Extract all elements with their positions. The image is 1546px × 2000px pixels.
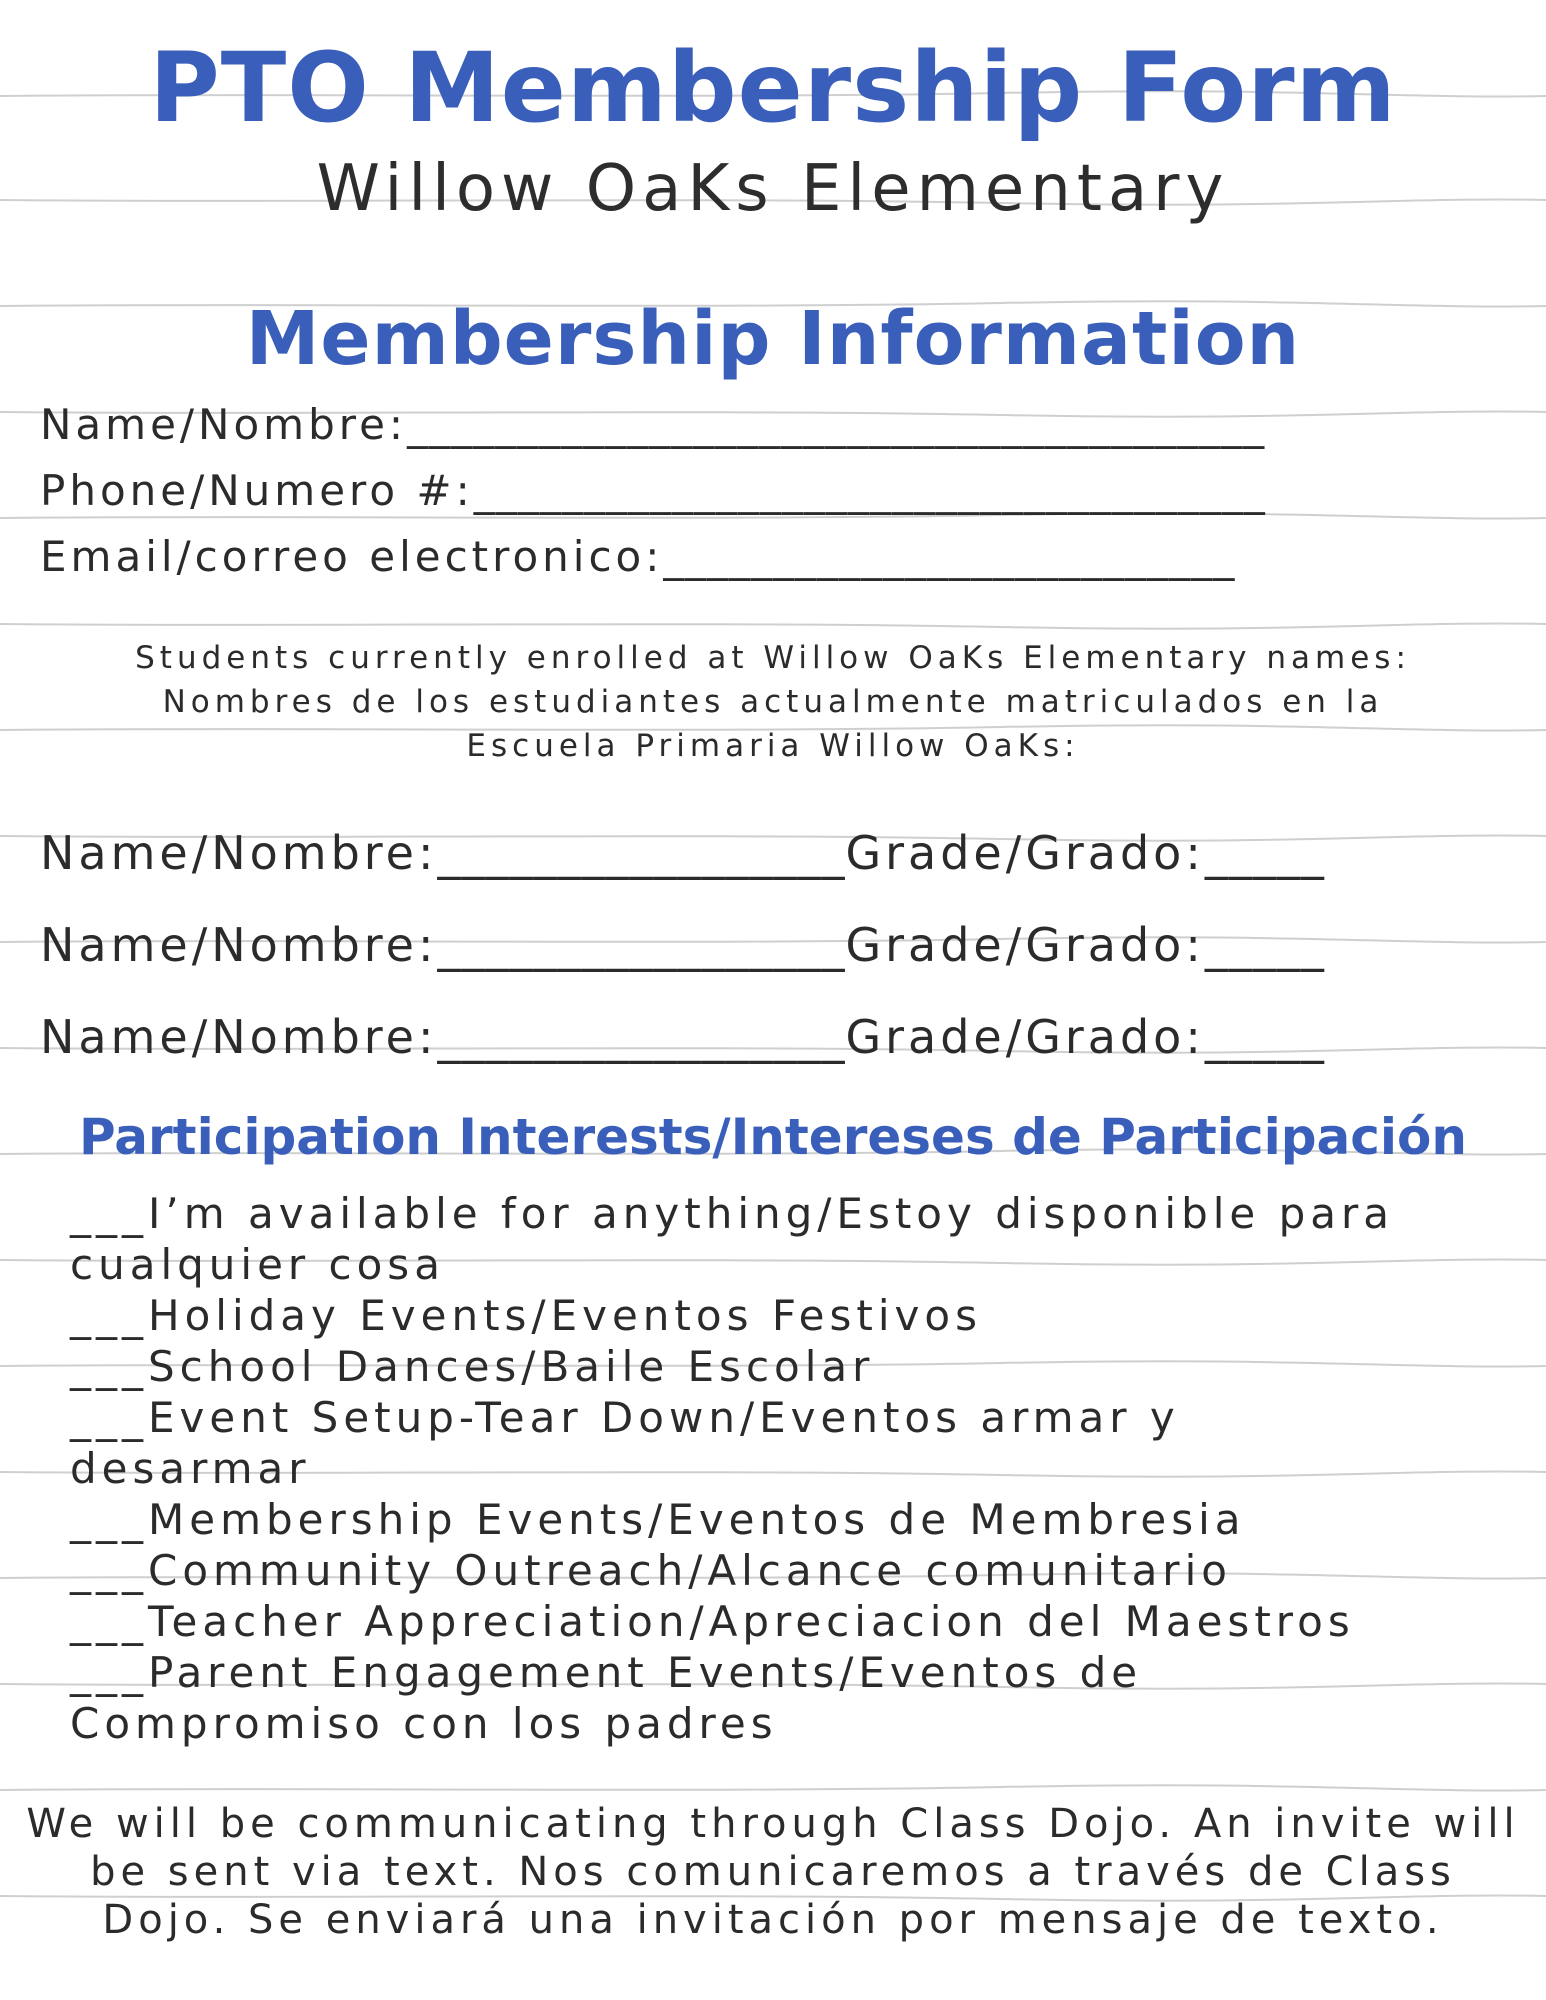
blank-line[interactable]: __________________________ [663,532,1236,581]
student-name-blank[interactable]: _________________ [437,826,846,880]
note-line: Dojo. Se enviará una invitación por mensaje de texto. [102,1897,1444,1943]
student-name-label: Name/Nombre: [40,1010,438,1064]
interest-item[interactable]: ___School Dances/Baile Escolar [70,1342,875,1391]
blank-line[interactable]: ____________________________________ [473,466,1266,515]
instruction-line: Escuela Primaria Willow OaKs: [466,728,1080,764]
interest-item[interactable]: ___I’m available for anything/Estoy disponible para [70,1189,1394,1238]
interest-item[interactable]: ___Community Outreach/Alcance comunitario [70,1546,1232,1595]
student-name-blank[interactable]: _________________ [437,918,846,972]
interests-list [70,1188,1394,1749]
instruction-line: Nombres de los estudiantes actualmente matriculados en la [162,684,1384,720]
grade-label: Grade/Grado: [845,826,1205,880]
interest-item[interactable]: ___Holiday Events/Eventos Festivos [70,1291,982,1340]
interest-item[interactable]: ___Event Setup-Tear Down/Eventos armar y [70,1393,1180,1442]
field-label: Phone/Numero #: [40,466,474,515]
interests-heading: Participation Interests/Intereses de Participación [78,1108,1467,1166]
school-name: Willow OaKs Elementary [316,152,1230,226]
interest-item-continued: desarmar [70,1444,311,1493]
students-instructions [0,636,1546,768]
grade-blank[interactable]: _____ [1204,918,1325,972]
grade-label: Grade/Grado: [845,1010,1205,1064]
note-line: We will be communicating through Class Dojo. An invite will [26,1801,1520,1847]
student-name-blank[interactable]: _________________ [437,1010,846,1064]
blank-line[interactable]: _______________________________________ [407,400,1266,449]
field-label: Name/Nombre: [40,400,408,449]
grade-blank[interactable]: _____ [1204,1010,1325,1064]
communication-note [0,1800,1546,1944]
grade-label: Grade/Grado: [845,918,1205,972]
note-line: be sent via text. Nos comunicaremos a través de Class [90,1849,1456,1895]
student-row-1[interactable] [40,826,1325,880]
membership-heading: Membership Information [245,296,1301,382]
phone-field[interactable] [40,466,1266,515]
student-row-2[interactable] [40,918,1325,972]
field-label: Email/correo electronico: [40,532,664,581]
email-field[interactable] [40,532,1235,581]
student-name-label: Name/Nombre: [40,918,438,972]
parent-name-field[interactable] [40,400,1265,449]
form-title: PTO Membership Form [149,32,1397,144]
interest-item[interactable]: ___Membership Events/Eventos de Membresia [70,1495,1246,1544]
student-row-3[interactable] [40,1010,1325,1064]
interest-item[interactable]: ___Parent Engagement Events/Eventos de [70,1648,1143,1697]
interest-item-continued: cualquier cosa [70,1240,445,1289]
instruction-line: Students currently enrolled at Willow OaKs Elementary names: [135,640,1411,676]
interest-item[interactable]: ___Teacher Appreciation/Apreciacion del Maestros [70,1597,1355,1646]
grade-blank[interactable]: _____ [1204,826,1325,880]
interest-item-continued: Compromiso con los padres [70,1699,778,1748]
student-name-label: Name/Nombre: [40,826,438,880]
